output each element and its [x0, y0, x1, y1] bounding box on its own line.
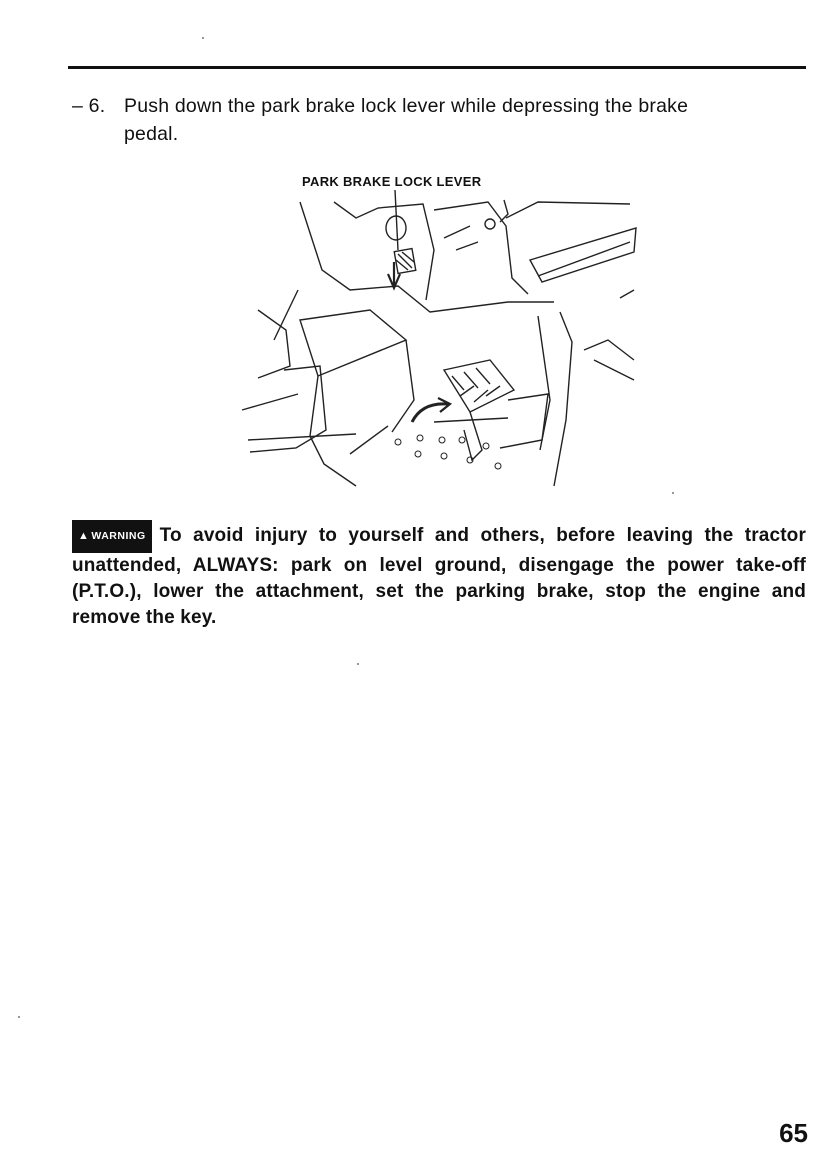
- brake-pedal: [444, 360, 514, 412]
- hood-top: [506, 202, 630, 218]
- seat-edge: [258, 310, 290, 378]
- scan-speck: [672, 492, 674, 494]
- warning-badge-label: WARNING: [91, 530, 146, 542]
- warning-paragraph: [72, 520, 806, 631]
- step-text-line1: Push down the park brake lock lever while depressing the brake: [124, 95, 689, 117]
- curved-arrow-icon: [412, 404, 448, 422]
- floor-mat-holes: [395, 435, 501, 469]
- scan-speck: [357, 663, 359, 665]
- header-rule: [68, 66, 806, 69]
- step-line-1: [72, 92, 806, 120]
- down-arrow-icon: [388, 262, 400, 288]
- page-number: 65: [779, 1118, 808, 1148]
- console-outline: [334, 202, 434, 300]
- warning-badge: [72, 520, 152, 553]
- scan-speck: [202, 37, 204, 39]
- scan-speck: [18, 1016, 20, 1018]
- hood-outline: [434, 202, 528, 294]
- tractor-pedal-illustration: [238, 190, 648, 500]
- step-text-line2: pedal.: [124, 123, 179, 145]
- step-marker: – 6.: [72, 95, 106, 117]
- frame-right: [554, 312, 572, 486]
- warning-text: To avoid injury to yourself and others, before leaving the tractor unattended, ALWAYS: park on level ground, disengage the power take-off (P.T.O.), lower the attachment, set the parking brake, stop the engine and remove the key.: [72, 525, 806, 628]
- step-instruction: [72, 92, 806, 148]
- side-panel: [530, 228, 636, 282]
- label-leader-line: [395, 190, 398, 250]
- figure-label: PARK BRAKE LOCK LEVER: [302, 174, 482, 189]
- warning-triangle-icon: ▲: [78, 530, 90, 542]
